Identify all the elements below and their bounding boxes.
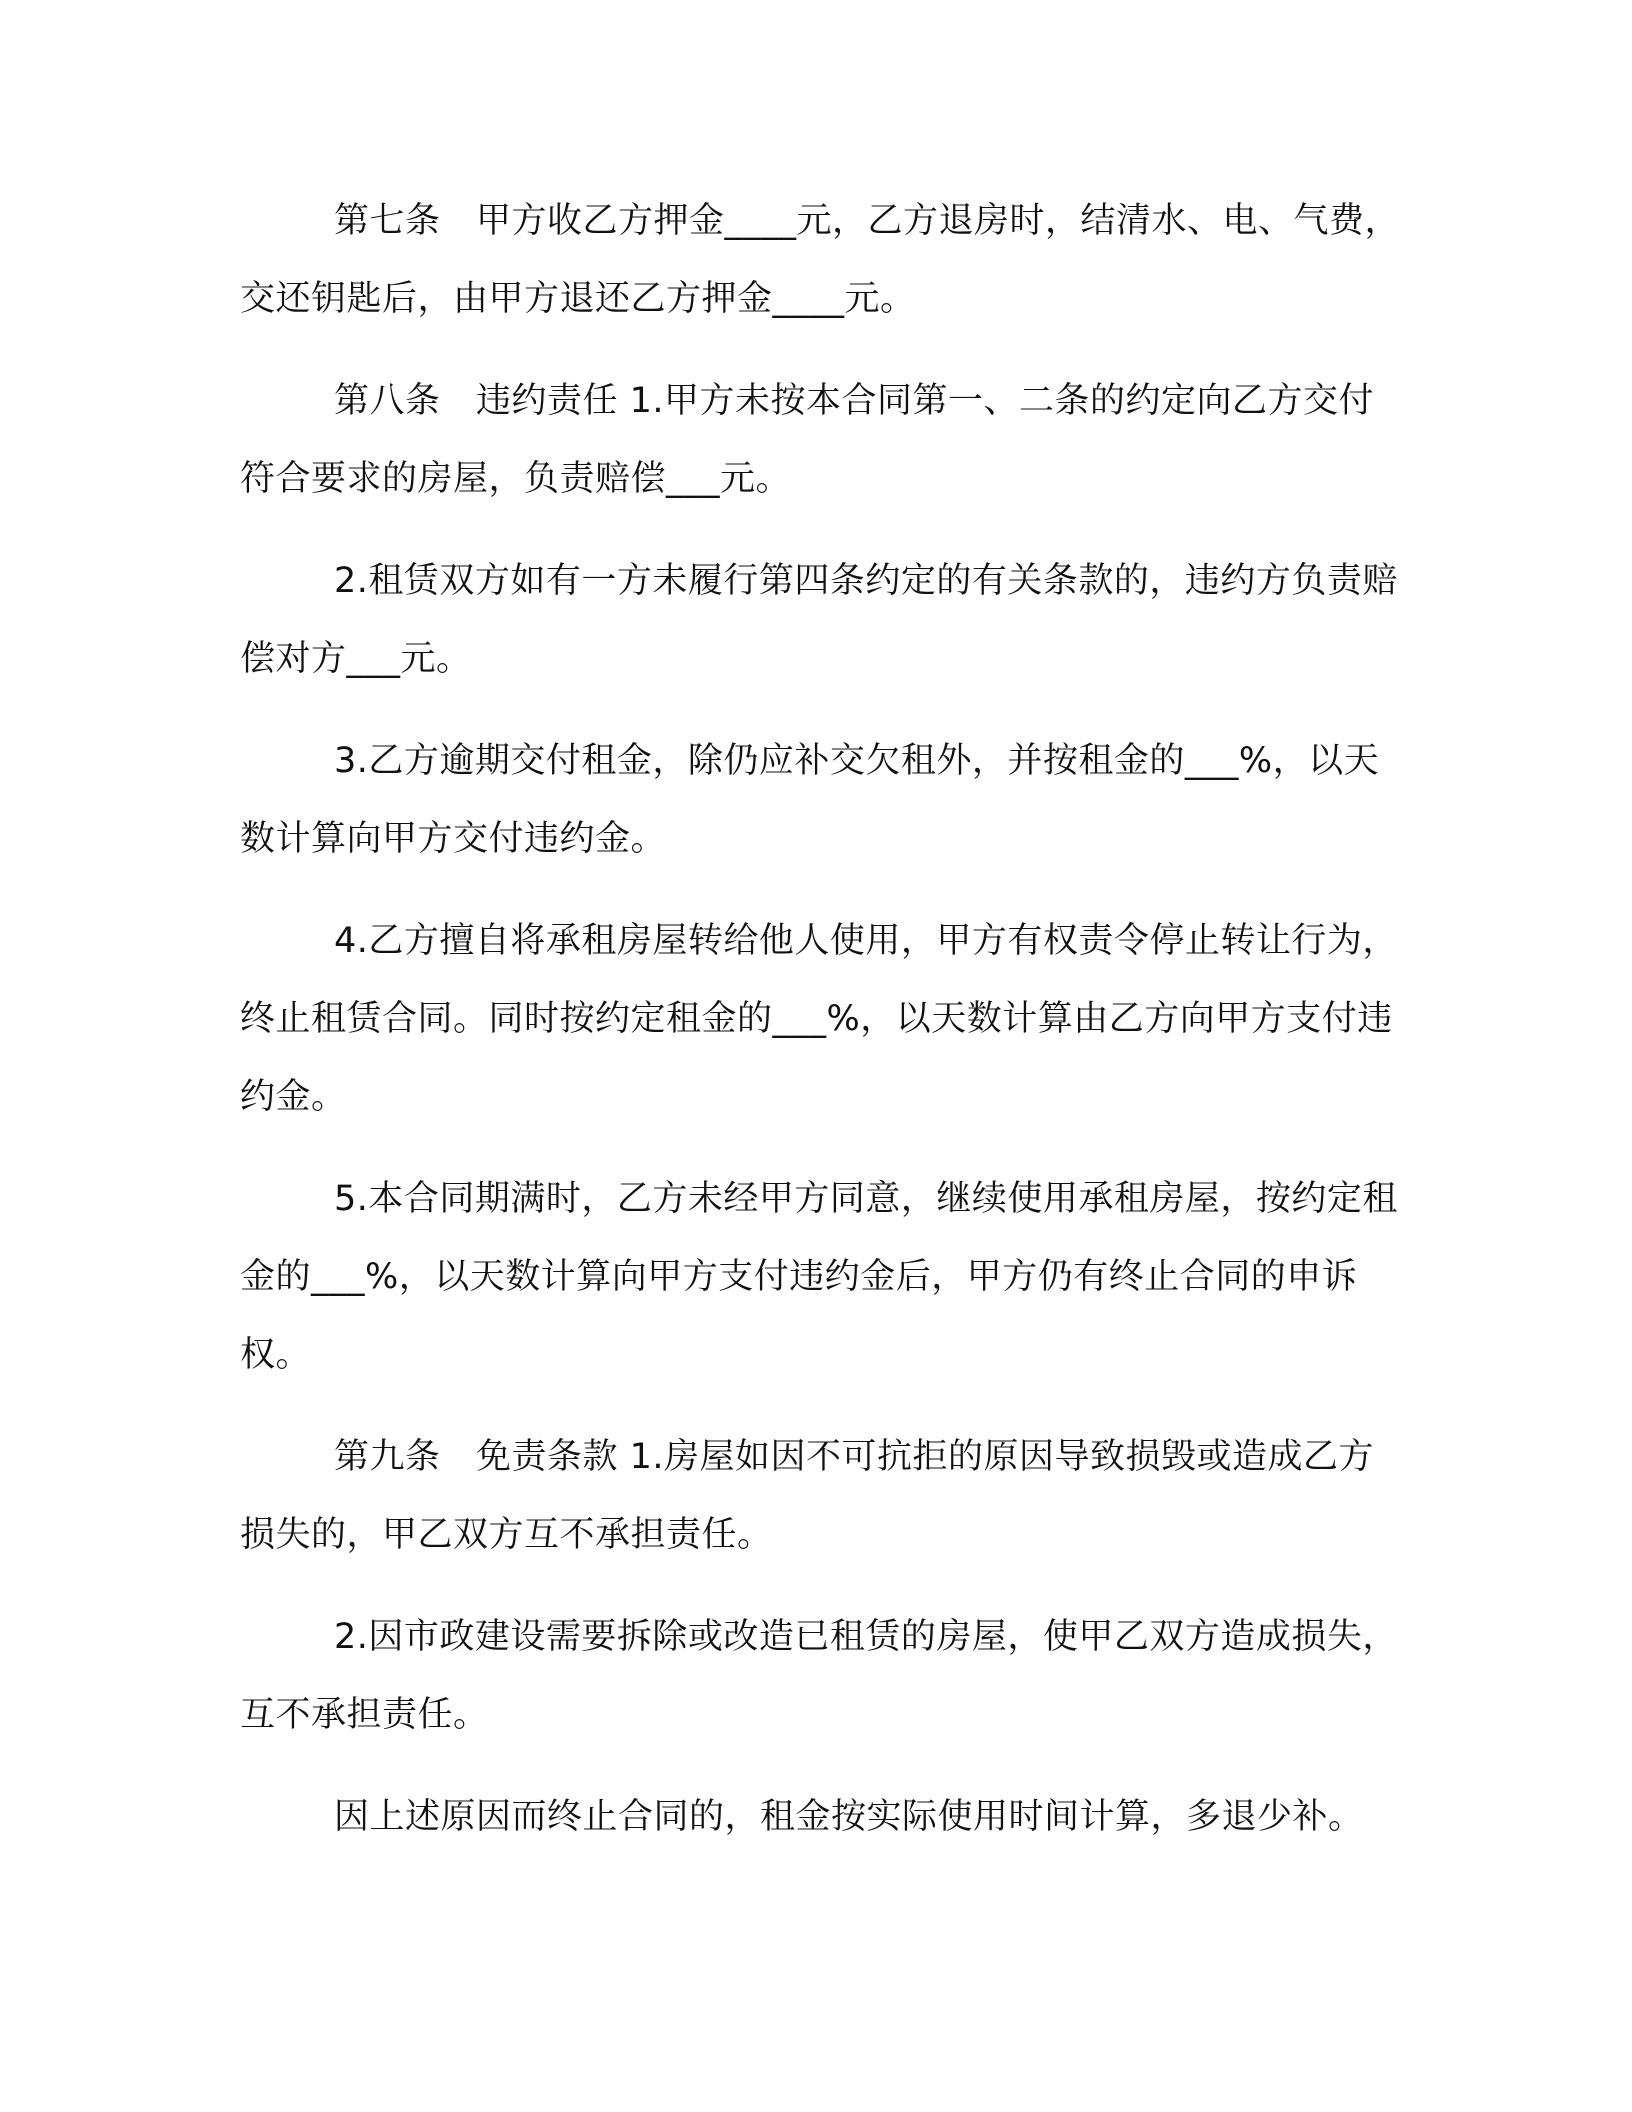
paragraph-article-8-clause-5: 5.本合同期满时，乙方未经甲方同意，继续使用承租房屋，按约定租金的___%，以天数计算向甲方支付违约金后，甲方仍有终止合同的申诉权。 — [240, 1179, 1398, 1375]
paragraph-article-8-clause-3: 3.乙方逾期交付租金，除仍应补交欠租外，并按租金的___%，以天数计算向甲方交付违约金。 — [240, 741, 1380, 859]
paragraph-article-9-clause-1: 第九条 免责条款 1.房屋如因不可抗拒的原因导致损毁或造成乙方损失的，甲乙双方互不承担责任。 — [240, 1437, 1375, 1555]
paragraph-article-8-clause-1: 第八条 违约责任 1.甲方未按本合同第一、二条的约定向乙方交付符合要求的房屋，负责赔偿___元。 — [240, 381, 1375, 499]
paragraph-article-7: 第七条 甲方收乙方押金____元，乙方退房时，结清水、电、气费，交还钥匙后，由甲方退还乙方押金____元。 — [240, 201, 1401, 319]
paragraph-article-9-clause-2: 2.因市政建设需要拆除或改造已租赁的房屋，使甲乙双方造成损失，互不承担责任。 — [240, 1617, 1398, 1735]
paragraph-article-8-clause-2: 2.租赁双方如有一方未履行第四条约定的有关条款的，违约方负责赔偿对方___元。 — [240, 561, 1398, 679]
paragraph-article-9-settlement: 因上述原因而终止合同的，租金按实际使用时间计算，多退少补。 — [334, 1797, 1364, 1837]
document-body — [240, 182, 1400, 1880]
paragraph-article-8-clause-4: 4.乙方擅自将承租房屋转给他人使用，甲方有权责令停止转让行为，终止租赁合同。同时按约定租金的___%，以天数计算由乙方向甲方支付违约金。 — [240, 921, 1398, 1117]
